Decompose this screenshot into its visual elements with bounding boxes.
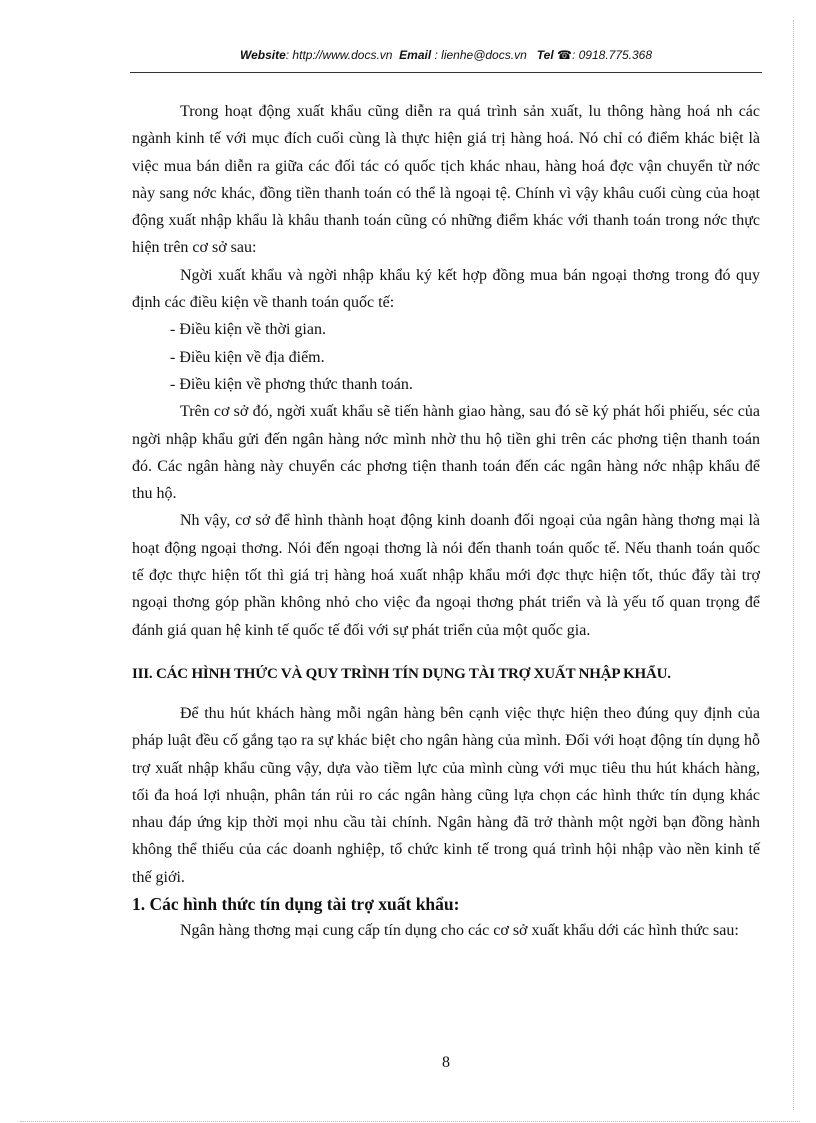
section-heading: III. CÁC HÌNH THỨC VÀ QUY TRÌNH TÍN DỤNG TÀI TRỢ XUẤT NHẬP KHẨU.	[132, 665, 671, 682]
page-number: 8	[442, 1054, 450, 1071]
page-header	[130, 48, 762, 62]
subsection-heading: 1. Các hình thức tín dụng tài trợ xuất khẩu:	[132, 894, 460, 915]
tel-label: Tel ☎	[536, 48, 572, 62]
list-item: - Điều kiện về thời gian.	[170, 321, 326, 339]
paragraph-6: Ngân hàng thơng mại cung cấp tín dụng cho các cơ sở xuất khẩu dới các hình thức sau:	[180, 922, 739, 940]
page-content	[132, 98, 760, 944]
list-item: - Điều kiện về địa điểm.	[170, 348, 325, 366]
paragraph-3: Trên cơ sở đó, ngời xuất khẩu sẽ tiến hành giao hàng, sau đó sẽ ký phát hối phiếu, séc của ngời nhập khẩu gửi đến ngân hàng nớc mình nhờ thu hộ tiền ghi trên các phơng tiện thanh toán đó. Các ngân hàng này chuyển các phơng tiện thanh toán đến các ngân hàng nớc nhập khẩu để thu hộ.	[132, 403, 760, 503]
email-value: : lienhe@docs.vn	[431, 48, 527, 62]
paragraph-5: Để thu hút khách hàng mỗi ngân hàng bên cạnh việc thực hiện theo đúng quy định của pháp luật đều cố gắng tạo ra sự khác biệt cho ngân hàng của mình. Đối với hoạt động tín dụng hỗ trợ xuất nhập khẩu cũng vậy, dựa vào tiềm lực của mình cùng với mục tiêu thu hút khách hàng, tối đa hoá lợi nhuận, phân tán rủi ro các ngân hàng cũng lựa chọn các hình thức tín dụng khác nhau đáp ứng kịp thời mọi nhu cầu tài chính. Ngân hàng đã trở thành một ngời bạn đồng hành không thể thiếu của các doanh nghiệp, tổ chức kinh tế trong quá trình hội nhập vào nền kinh tế thế giới.	[132, 704, 760, 886]
website-value: : http://www.docs.vn	[285, 48, 393, 62]
website-label: Website	[239, 48, 286, 62]
paragraph-4: Nh vậy, cơ sở để hình thành hoạt động kinh doanh đối ngoại của ngân hàng thơng mại là hoạt động ngoại thơng. Nói đến ngoại thơng là nói đến thanh toán quốc tế. Nếu thanh toán quốc tế đợc thực hiện tốt thì giá trị hàng hoá xuất nhập khẩu mới đợc thực hiện tốt, thúc đẩy tài trợ ngoại thơng góp phần không nhỏ cho việc đa ngoại thơng phát triển và là yếu tố quan trọng để đánh giá quan hệ kinh tế quốc tế đối với sự phát triển của một quốc gia.	[132, 512, 760, 639]
paragraph-2: Ngời xuất khẩu và ngời nhập khẩu ký kết hợp đồng mua bán ngoại thơng trong đó quy định các điều kiện về thanh toán quốc tế:	[132, 266, 760, 312]
header-divider	[130, 72, 762, 73]
page-edge-bottom	[20, 1121, 800, 1122]
paragraph-1: Trong hoạt động xuất khẩu cũng diễn ra quá trình sản xuất, lu thông hàng hoá nh các ngành kinh tế với mục đích cuối cùng là thực hiện giá trị hàng hoá. Nó chỉ có điểm khác biệt là việc mua bán diễn ra giữa các đối tác có quốc tịch khác nhau, hàng hoá đợc vận chuyển từ nớc này sang nớc khác, đồng tiền thanh toán có thể là ngoại tệ. Chính vì vậy khâu cuối cùng của hoạt động xuất nhập khẩu là khâu thanh toán cũng có những điểm khác với thanh toán trong nớc thực hiện trên cơ sở sau:	[132, 103, 760, 257]
page-edge-right	[793, 20, 794, 1110]
email-label: Email	[399, 48, 432, 62]
tel-value: : 0918.775.368	[571, 48, 653, 62]
list-item: - Điều kiện về phơng thức thanh toán.	[170, 375, 413, 393]
